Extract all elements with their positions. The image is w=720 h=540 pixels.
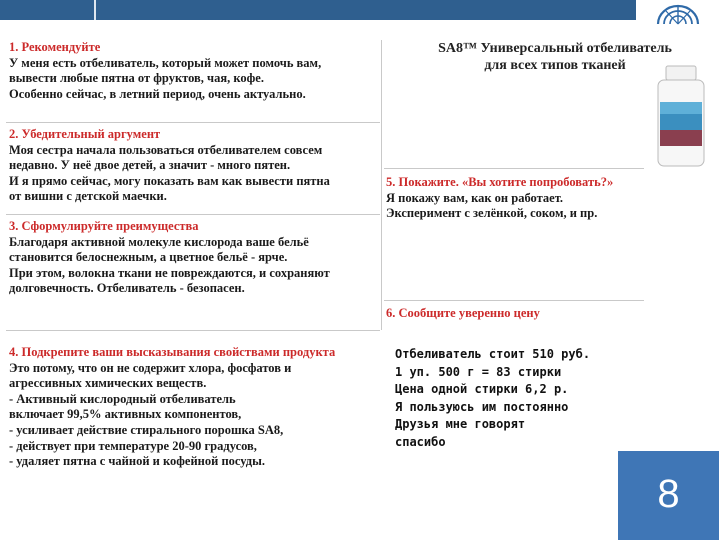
- page-number: 8: [657, 472, 680, 516]
- page-number-box: [618, 451, 719, 540]
- section-recommend: [9, 40, 381, 102]
- section-show: [386, 175, 676, 222]
- section-heading: 5. Покажите. «Вы хотите попробовать?»: [386, 175, 614, 189]
- section-text: У меня есть отбеливатель, который может помочь вам, вывести любые пятна от фруктов, чая, кофе. Особенно сейчас, в летний период, очень актуально.: [9, 55, 322, 101]
- section-text: Благодаря активной молекуле кислорода ваше бельё становится белоснежным, а цветное бельё - ярче. При этом, волокна ткани не повреждаются, и сохраняют долговечность. Отбеливатель - безопасен.: [9, 234, 330, 296]
- price-note: Отбеливатель стоит 510 руб. 1 уп. 500 г = 83 стирки Цена одной стирки 6,2 р. Я пользуюсь им постоянно Друзья мне говорят спасибо: [395, 347, 591, 449]
- bleach-bottle-icon: [652, 64, 710, 168]
- section-price: [386, 306, 676, 322]
- column-divider: [381, 40, 382, 330]
- section-argument: [9, 127, 381, 205]
- section-heading: 3. Сформулируйте преимущества: [9, 219, 199, 233]
- row-divider-3: [6, 330, 380, 331]
- top-bar: [0, 0, 636, 20]
- product-title: SA8™ Универсальный отбеливатель для всех типов тканей: [438, 41, 672, 73]
- dome-logo-icon: [654, 2, 702, 26]
- section-benefits: [9, 219, 381, 297]
- section-text: Я покажу вам, как он работает. Эксперимент с зелёнкой, соком, и пр.: [386, 190, 598, 221]
- row-divider-2: [6, 214, 380, 215]
- section-heading: 6. Сообщите уверенно цену: [386, 306, 540, 320]
- section-heading: 1. Рекомендуйте: [9, 40, 101, 54]
- top-bar-divider: [94, 0, 96, 20]
- section-heading: 4. Подкрепите ваши высказывания свойствами продукта: [9, 345, 336, 359]
- section-text: Это потому, что он не содержит хлора, фосфатов и агрессивных химических веществ. - Активный кислородный отбеливатель включает 99,5% активных компонентов, - усиливает действие стирального порошка SA8, - действует при температуре 20-90 градусов, - удаляет пятна с чайной и кофейной посуды.: [9, 360, 292, 469]
- section-text: Моя сестра начала пользоваться отбеливателем совсем недавно. У неё двое детей, а значит - много пятен. И я прямо сейчас, могу показать вам как вывести пятна от вишни с детской маечки.: [9, 142, 330, 204]
- row-divider-1: [6, 122, 380, 123]
- section-properties: [9, 345, 381, 470]
- section-heading: 2. Убедительный аргумент: [9, 127, 161, 141]
- row-divider-4: [384, 168, 644, 169]
- row-divider-5: [384, 300, 644, 301]
